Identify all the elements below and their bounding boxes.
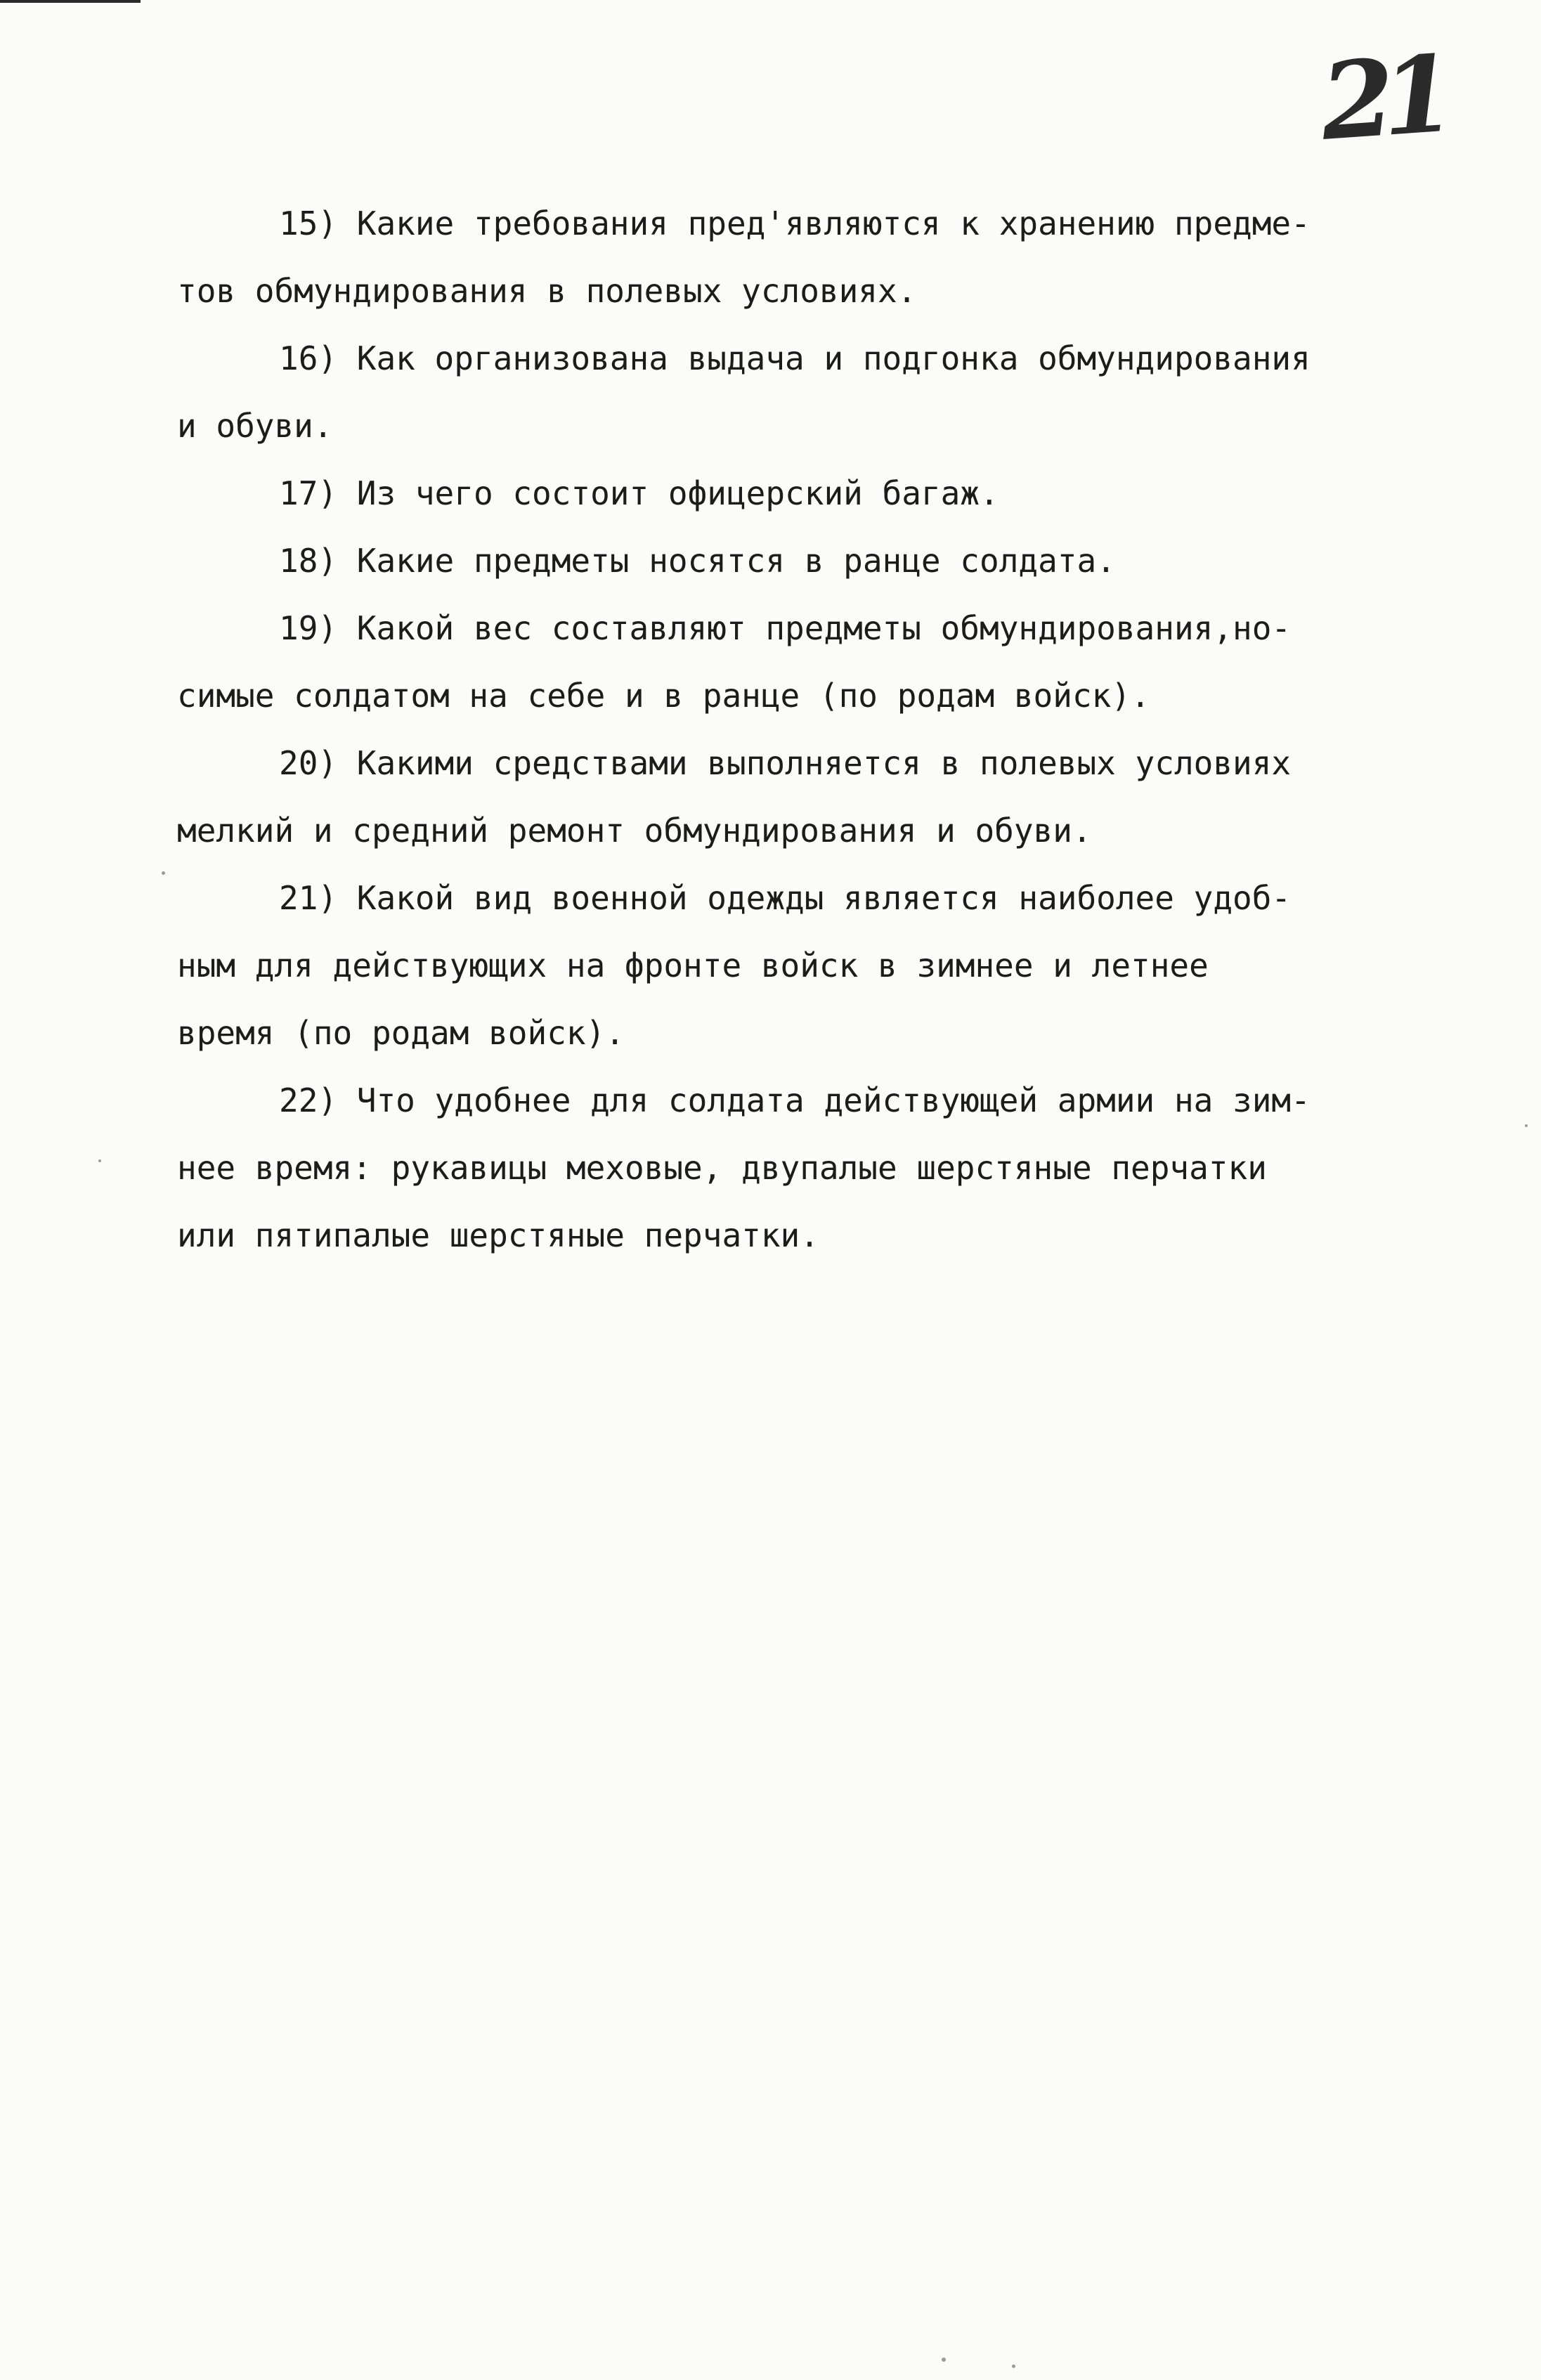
paper-speck bbox=[1525, 1124, 1528, 1127]
question-22-line-2: нее время: рукавицы меховые, двупалые шерстяные перчатки bbox=[177, 1149, 1267, 1187]
question-18-line-1: 18) Какие предметы носятся в ранце солдата. bbox=[279, 542, 1116, 580]
question-22-line-3: или пятипалые шерстяные перчатки. bbox=[177, 1216, 819, 1254]
question-21-line-3: время (по родам войск). bbox=[177, 1014, 625, 1052]
paper-speck bbox=[98, 1159, 101, 1162]
paper-speck bbox=[162, 871, 165, 875]
question-16-line-2: и обуви. bbox=[177, 407, 333, 445]
question-20-line-2: мелкий и средний ремонт обмундирования и обуви. bbox=[177, 812, 1092, 850]
question-17-line-1: 17) Из чего состоит офицерский багаж. bbox=[279, 474, 999, 512]
handwritten-page-number: 21 bbox=[1317, 32, 1447, 164]
question-19-line-1: 19) Какой вес составляют предметы обмундирования,но- bbox=[279, 609, 1292, 647]
question-15-line-1: 15) Какие требования пред'являются к хранению предме- bbox=[279, 204, 1311, 242]
question-15-line-2: тов обмундирования в полевых условиях. bbox=[177, 272, 917, 310]
question-20-line-1: 20) Какими средствами выполняется в полевых условиях bbox=[279, 744, 1292, 782]
paper-speck bbox=[942, 2358, 946, 2362]
question-21-line-2: ным для действующих на фронте войск в зимнее и летнее bbox=[177, 947, 1209, 984]
top-rule bbox=[0, 0, 141, 3]
question-22-line-1: 22) Что удобнее для солдата действующей армии на зим- bbox=[279, 1081, 1311, 1119]
question-list bbox=[177, 190, 1512, 1269]
question-21-line-1: 21) Какой вид военной одежды является наиболее удоб- bbox=[279, 879, 1292, 917]
paper-speck bbox=[1012, 2365, 1015, 2368]
question-16-line-1: 16) Как организована выдача и подгонка обмундирования bbox=[279, 339, 1311, 377]
question-19-line-2: симые солдатом на себе и в ранце (по родам войск). bbox=[177, 677, 1150, 715]
